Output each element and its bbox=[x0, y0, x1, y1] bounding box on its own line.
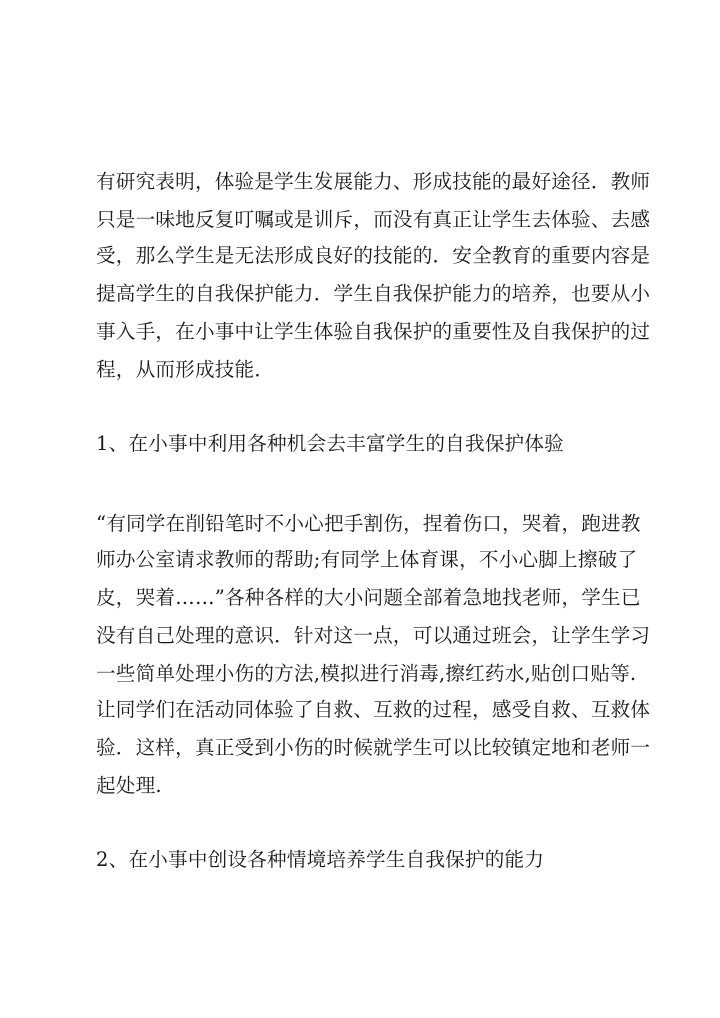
paragraph-2-line-6: 让同学们在活动同体验了自救、互救的过程，感受自救、互救体 bbox=[96, 698, 651, 721]
paragraph-1-line-3: 受，那么学生是无法形成良好的技能的．安全教育的重要内容是 bbox=[96, 244, 651, 267]
paragraph-2-line-4: 没有自己处理的意识．针对这一点，可以通过班会，让学生学习 bbox=[96, 624, 651, 647]
paragraph-1-line-5: 事入手，在小事中让学生体验自我保护的重要性及自我保护的过 bbox=[96, 320, 651, 343]
paragraph-2-line-5: 一些简单处理小伤的方法,模拟进行消毒,擦红药水,贴创口贴等. bbox=[96, 662, 637, 685]
paragraph-2-line-8: 起处理. bbox=[96, 774, 162, 797]
paragraph-1-line-6: 程，从而形成技能． bbox=[96, 358, 275, 381]
paragraph-2-line-1: “有同学在削铅笔时不小心把手割伤，捏着伤口，哭着，跑进教 bbox=[96, 512, 641, 535]
paragraph-2-line-3: 皮，哭着……”各种各样的大小问题全部着急地找老师，学生已 bbox=[96, 586, 641, 609]
paragraph-1-line-4: 提高学生的自我保护能力．学生自我保护能力的培养，也要从小 bbox=[96, 282, 651, 305]
paragraph-1-line-1: 有研究表明，体验是学生发展能力、形成技能的最好途径．教师 bbox=[96, 170, 651, 193]
paragraph-2-line-7: 验．这样，真正受到小伤的时候就学生可以比较镇定地和老师一 bbox=[96, 736, 651, 759]
paragraph-2-line-2: 师办公室请求教师的帮助;有同学上体育课，不小心脚上擦破了 bbox=[96, 548, 638, 571]
section-heading-1: 1、在小事中利用各种机会去丰富学生的自我保护体验 bbox=[96, 432, 564, 455]
paragraph-1-line-2: 只是一味地反复叮嘱或是训斥，而没有真正让学生去体验、去感 bbox=[96, 208, 651, 231]
section-heading-2: 2、在小事中创设各种情境培养学生自我保护的能力 bbox=[96, 848, 545, 871]
